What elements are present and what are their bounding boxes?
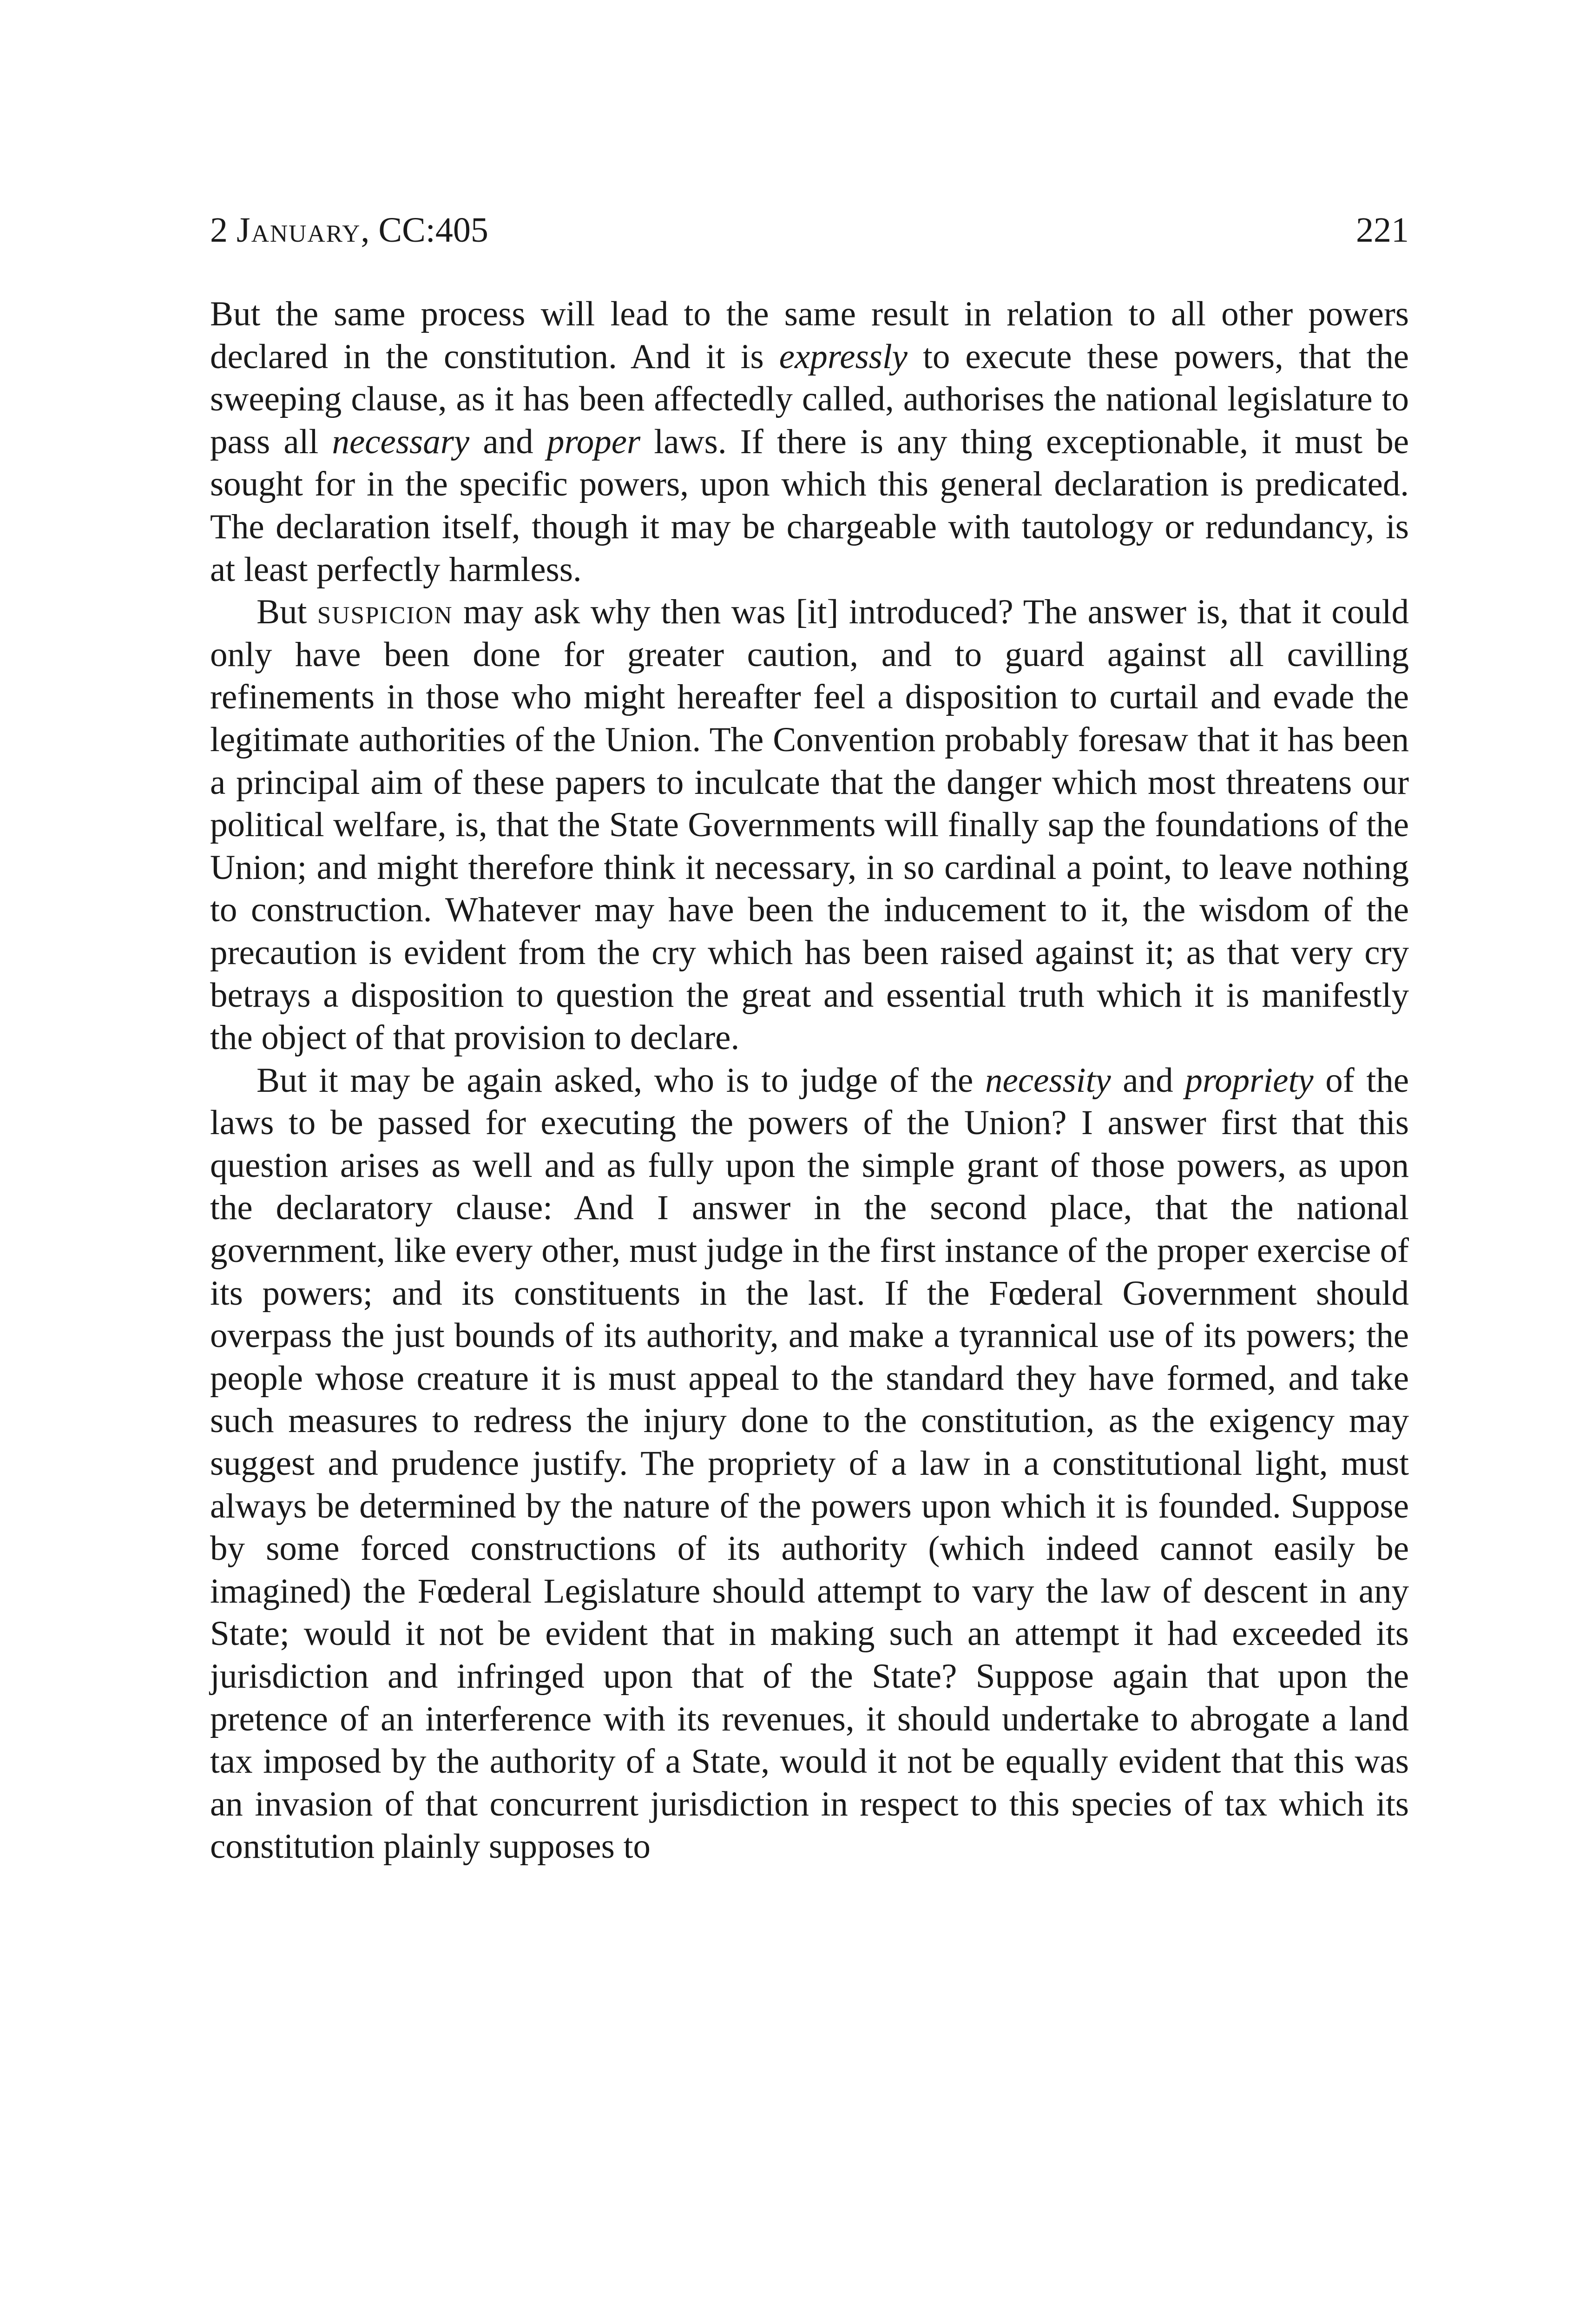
text-run: But the same process will lead to the same result in relation to all other powers declared in the constitution. And it is [210, 295, 1409, 376]
running-head [210, 205, 1409, 256]
text-run: But it may be again asked, who is to judge of the [257, 1061, 985, 1100]
italic-text: propriety [1185, 1061, 1314, 1100]
body-text [210, 293, 1409, 1868]
page-number: 221 [1356, 211, 1409, 250]
header-date-prefix: 2 [210, 211, 237, 250]
text-run: laws. If there is any thing exceptionable, it must be sought for in the specific powers, upon which this general declaration is predicated. The declaration itself, though it may be chargeable with tautology or redundancy, is at least perfectly harmless. [210, 422, 1409, 589]
paragraph [210, 1059, 1409, 1868]
header-month: January [237, 211, 361, 250]
text-run: and [1111, 1061, 1185, 1100]
italic-text: expressly [779, 337, 908, 376]
paragraph [210, 591, 1409, 1059]
smallcaps-text: suspicion [317, 593, 453, 632]
italic-text: proper [546, 422, 641, 461]
italic-text: necessity [985, 1061, 1111, 1100]
text-run: But [257, 593, 317, 632]
text-run: may ask why then was [it] introduced? The answer is, that it could only have been done for greater caution, and to guard against all cavilling refinements in those who might hereafter feel a disposition to curtail and evade the legitimate authorities of the Union. The Convention probably foresaw that it has been a principal aim of these papers to inculcate that the danger which most threatens our political welfare, is, that the State Governments will finally sap the foundations of the Union; and might therefore think it necessary, in so cardinal a point, to leave nothing to construction. Whatever may have been the inducement to it, the wisdom of the precaution is evident from the cry which has been raised against it; as that very cry betrays a disposition to question the great and essential truth which it is manifestly the object of that provision to declare. [210, 593, 1409, 1057]
header-citation [210, 205, 488, 256]
text-run: to execute these powers, that the sweeping clause, as it has been affectedly called, authorises the national legislature to pass all [210, 337, 1409, 461]
text-run: and [469, 422, 547, 461]
italic-text: necessary [332, 422, 470, 461]
header-doc-ref: , CC:405 [361, 211, 488, 250]
paragraph [210, 293, 1409, 591]
text-run: of the laws to be passed for executing the powers of the Union? I answer first that this question arises as well and as fully upon the simple grant of those powers, as upon the declaratory clause: And I answer in the second place, that the national government, like every other, must judge in the first instance of the proper exercise of its powers; and its constituents in the last. If the Fœderal Government should overpass the just bounds of its authority, and make a tyrannical use of its powers; the people whose creature it is must appeal to the standard they have formed, and take such measures to redress the injury done to the constitution, as the exigency may suggest and prudence justify. The propriety of a law in a constitutional light, must always be determined by the nature of the powers upon which it is founded. Suppose by some forced constructions of its authority (which indeed cannot easily be imagined) the Fœderal Legislature should attempt to vary the law of descent in any State; would it not be evident that in making such an attempt it had exceeded its jurisdiction and infringed upon that of the State? Suppose again that upon the pretence of an interference with its revenues, it should undertake to abrogate a land tax imposed by the authority of a State, would it not be equally evident that this was an invasion of that concurrent jurisdiction in respect to this species of tax which its constitution plainly supposes to [210, 1061, 1409, 1866]
